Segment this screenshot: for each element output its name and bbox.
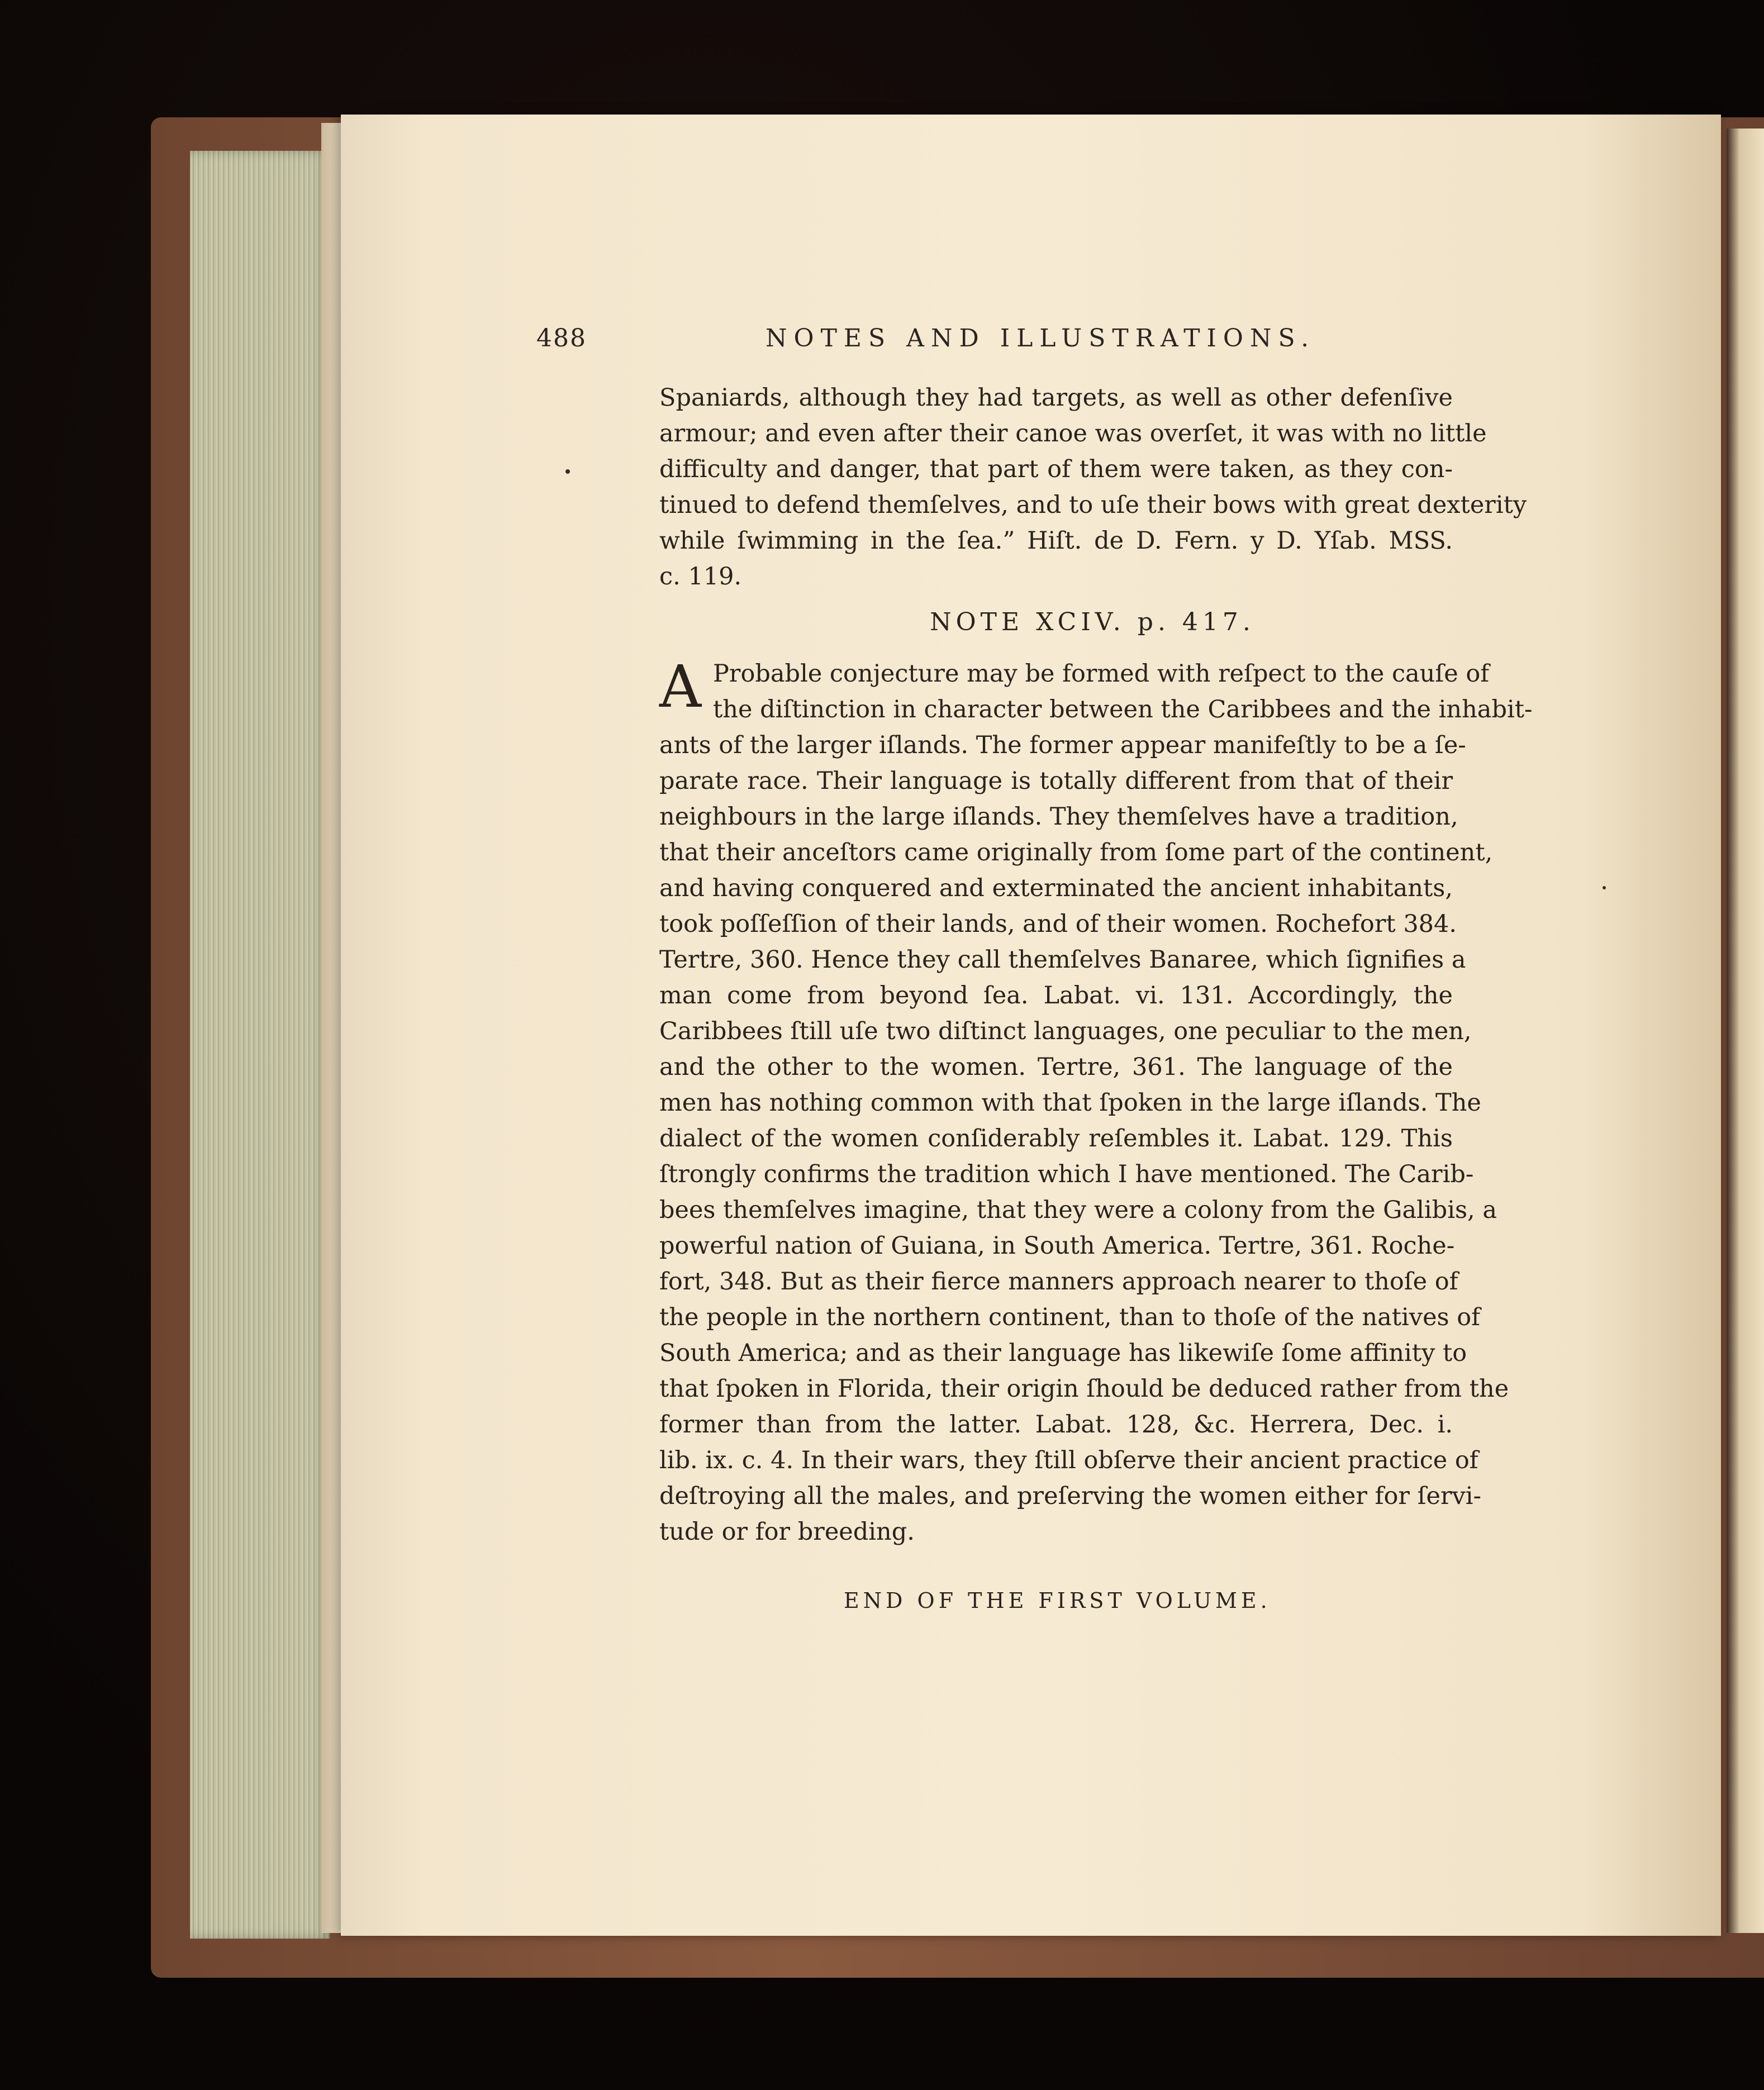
- ink-speck: [1603, 886, 1606, 889]
- text-line: bees themſelves imagine, that they were a colony from the Galibis, a: [659, 1196, 1497, 1224]
- text-line: powerful nation of Guiana, in South America. Tertre, 361. Roche-: [659, 1232, 1455, 1260]
- text-line: parate race. Their language is totally different from that of their: [659, 767, 1453, 795]
- text-line: South America; and as their language has likewiſe ſome affinity to: [659, 1339, 1467, 1367]
- ink-speck: [565, 469, 570, 474]
- text-line: Probable conjecture may be formed with reſpect to the cauſe of: [713, 660, 1490, 688]
- text-line: Caribbees ſtill uſe two diſtinct languages, one peculiar to the men,: [659, 1017, 1472, 1045]
- text-line: difficulty and danger, that part of them were taken, as they con-: [659, 455, 1453, 483]
- text-line: neighbours in the large iſlands. They themſelves have a tradition,: [659, 803, 1458, 831]
- continuation-paragraph: [659, 380, 1527, 594]
- text-line: lib. ix. c. 4. In their wars, they ſtill obſerve their ancient practice of: [659, 1446, 1478, 1474]
- text-line: fort, 348. But as their fierce manners approach nearer to thoſe of: [659, 1268, 1458, 1296]
- text-line: took poſſeſſion of their lands, and of their women. Rochefort 384.: [659, 910, 1457, 938]
- text-line: tude or for breeding.: [659, 1518, 915, 1546]
- note-heading: NOTE XCIV. p. 417.: [930, 608, 1255, 636]
- text-line: the people in the northern continent, than to thoſe of the natives of: [659, 1303, 1481, 1331]
- text-line: armour; and even after their canoe was overſet, it was with no little: [659, 420, 1487, 447]
- text-line: former than from the latter. Labat. 128, &c. Herrera, Dec. i.: [659, 1411, 1453, 1439]
- facing-page-edge: [1727, 128, 1764, 1933]
- text-line: deſtroying all the males, and preſerving the women either for ſervi-: [659, 1482, 1482, 1510]
- end-of-volume: END OF THE FIRST VOLUME.: [844, 1588, 1271, 1613]
- text-line: ants of the larger iſlands. The former appear manifeſtly to be a ſe-: [659, 731, 1466, 759]
- text-line: dialect of the women conſiderably reſembles it. Labat. 129. This: [659, 1125, 1453, 1153]
- running-head: [536, 324, 1352, 358]
- text-line: Tertre, 360. Hence they call themſelves Banaree, which ſignifies a: [659, 946, 1466, 974]
- note-paragraph: [659, 653, 1533, 1550]
- drop-cap: A: [659, 653, 702, 721]
- text-line: men has nothing common with that ſpoken in the large iſlands. The: [659, 1089, 1481, 1117]
- text-line: man come from beyond ſea. Labat. vi. 131. Accordingly, the: [659, 982, 1453, 1010]
- page-edges: [190, 151, 330, 1939]
- text-line: that their anceſtors came originally from ſome part of the continent,: [659, 839, 1493, 867]
- text-line: that ſpoken in Florida, their origin ſhould be deduced rather from the: [659, 1375, 1509, 1403]
- page-number: 488: [536, 324, 587, 353]
- text-line: c. 119.: [659, 563, 742, 591]
- page-layer: [321, 123, 344, 1933]
- text-line: and the other to the women. Tertre, 361. The language of the: [659, 1053, 1453, 1081]
- text-line: ſtrongly confirms the tradition which I have mentioned. The Carib-: [659, 1160, 1474, 1188]
- text-line: and having conquered and exterminated the ancient inhabitants,: [659, 874, 1453, 902]
- header-title: NOTES AND ILLUSTRATIONS.: [765, 324, 1316, 353]
- text-line: while ſwimming in the ſea.” Hiſt. de D. Fern. y D. Yſab. MSS.: [659, 527, 1453, 555]
- text-line: Spaniards, although they had targets, as well as other defenſive: [659, 384, 1453, 412]
- text-line: the diſtinction in character between the Caribbees and the inhabit-: [713, 696, 1533, 723]
- text-line: tinued to defend themſelves, and to uſe their bows with great dexterity: [659, 491, 1527, 519]
- text-block: [659, 380, 1533, 1550]
